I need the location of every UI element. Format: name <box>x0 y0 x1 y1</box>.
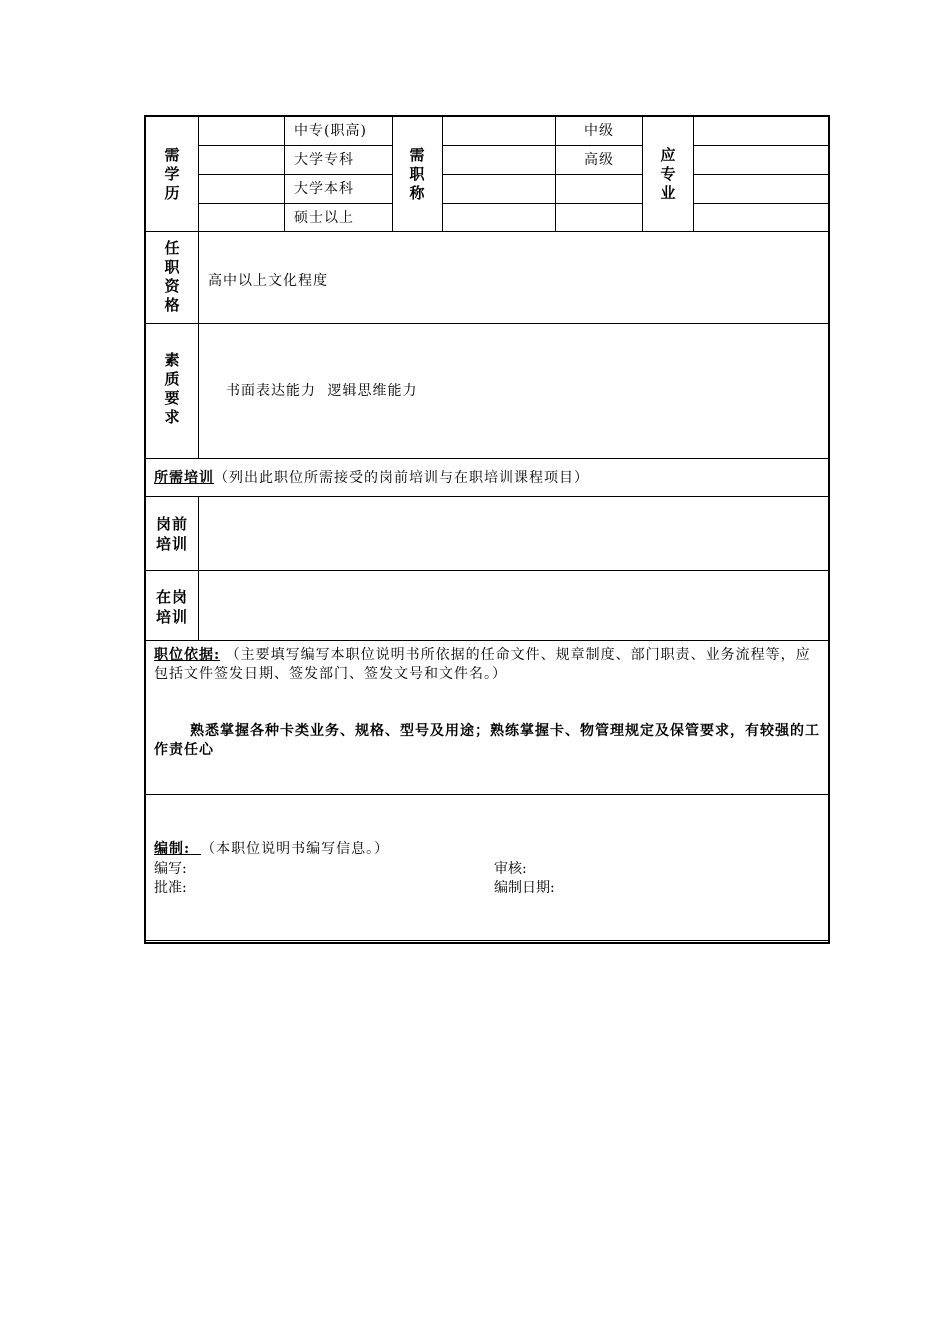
section-line <box>146 323 830 324</box>
title-header: 需职称 <box>409 146 425 202</box>
qualification-value: 高中以上文化程度 <box>208 273 328 289</box>
compile-note: （本职位说明书编写信息。） <box>201 841 390 857</box>
training-note: （列出此职位所需接受的岗前培训与在职培训课程项目） <box>214 470 589 486</box>
col-line <box>693 117 694 231</box>
title-option: 中级 <box>584 123 614 139</box>
row-line <box>198 203 392 204</box>
basis-content: 熟悉掌握各种卡类业务、规格、型号及用途；熟练掌握卡、物管理规定及保管要求，有较强的工作责任心 <box>154 723 820 758</box>
on-job-training-label-2: 培训 <box>156 608 189 626</box>
row-line <box>442 203 642 204</box>
col-line <box>642 117 643 231</box>
section-line <box>146 458 830 459</box>
training-title: 所需培训 <box>154 470 214 486</box>
education-option: 中专(职高) <box>294 123 367 139</box>
col-line <box>392 117 393 231</box>
section-line <box>146 496 830 497</box>
col-line <box>198 496 199 640</box>
basis-note: （主要填写编写本职位说明书所依据的任命文件、规章制度、部门职责、业务流程等，应包括文件签发日期、签发部门、签发文号和文件名。） <box>154 647 811 682</box>
col-line <box>284 117 285 231</box>
col-line <box>442 117 443 231</box>
compile-row <box>154 841 389 857</box>
row-line <box>693 174 830 175</box>
education-option: 硕士以上 <box>294 210 354 226</box>
row-line <box>442 145 642 146</box>
pre-job-training-label-1: 岗前 <box>156 515 189 533</box>
approver-label: 批准: <box>154 880 187 896</box>
title-option: 高级 <box>584 152 614 168</box>
basis-description <box>154 646 824 684</box>
row-line <box>693 203 830 204</box>
row-line <box>693 145 830 146</box>
qualification-header: 任职资格 <box>164 239 180 314</box>
education-option: 大学本科 <box>294 181 354 197</box>
competency-value: 书面表达能力 逻辑思维能力 <box>226 383 418 399</box>
section-line <box>146 570 830 571</box>
compile-title-gap <box>190 841 201 857</box>
section-line <box>146 640 830 641</box>
writer-label: 编写: <box>154 861 187 877</box>
bottom-inner-line <box>146 940 830 941</box>
row-line <box>198 145 392 146</box>
section-line <box>146 231 830 232</box>
section-line <box>146 794 830 795</box>
row-line <box>198 174 392 175</box>
education-header: 需学历 <box>164 146 180 202</box>
on-job-training-label-1: 在岗 <box>156 588 189 606</box>
education-option: 大学专科 <box>294 152 354 168</box>
basis-title: 职位依据: <box>154 647 221 663</box>
compile-date-label: 编制日期: <box>494 880 555 896</box>
row-line <box>442 174 642 175</box>
job-description-form <box>144 115 830 944</box>
col-line <box>555 117 556 231</box>
major-header: 应专业 <box>660 146 676 202</box>
training-row <box>154 470 589 486</box>
pre-job-training-label-2: 培训 <box>156 535 189 553</box>
competency-header: 素质要求 <box>164 351 180 426</box>
reviewer-label: 审核: <box>494 861 527 877</box>
compile-title: 编制: <box>154 841 191 857</box>
col-line <box>198 117 199 458</box>
